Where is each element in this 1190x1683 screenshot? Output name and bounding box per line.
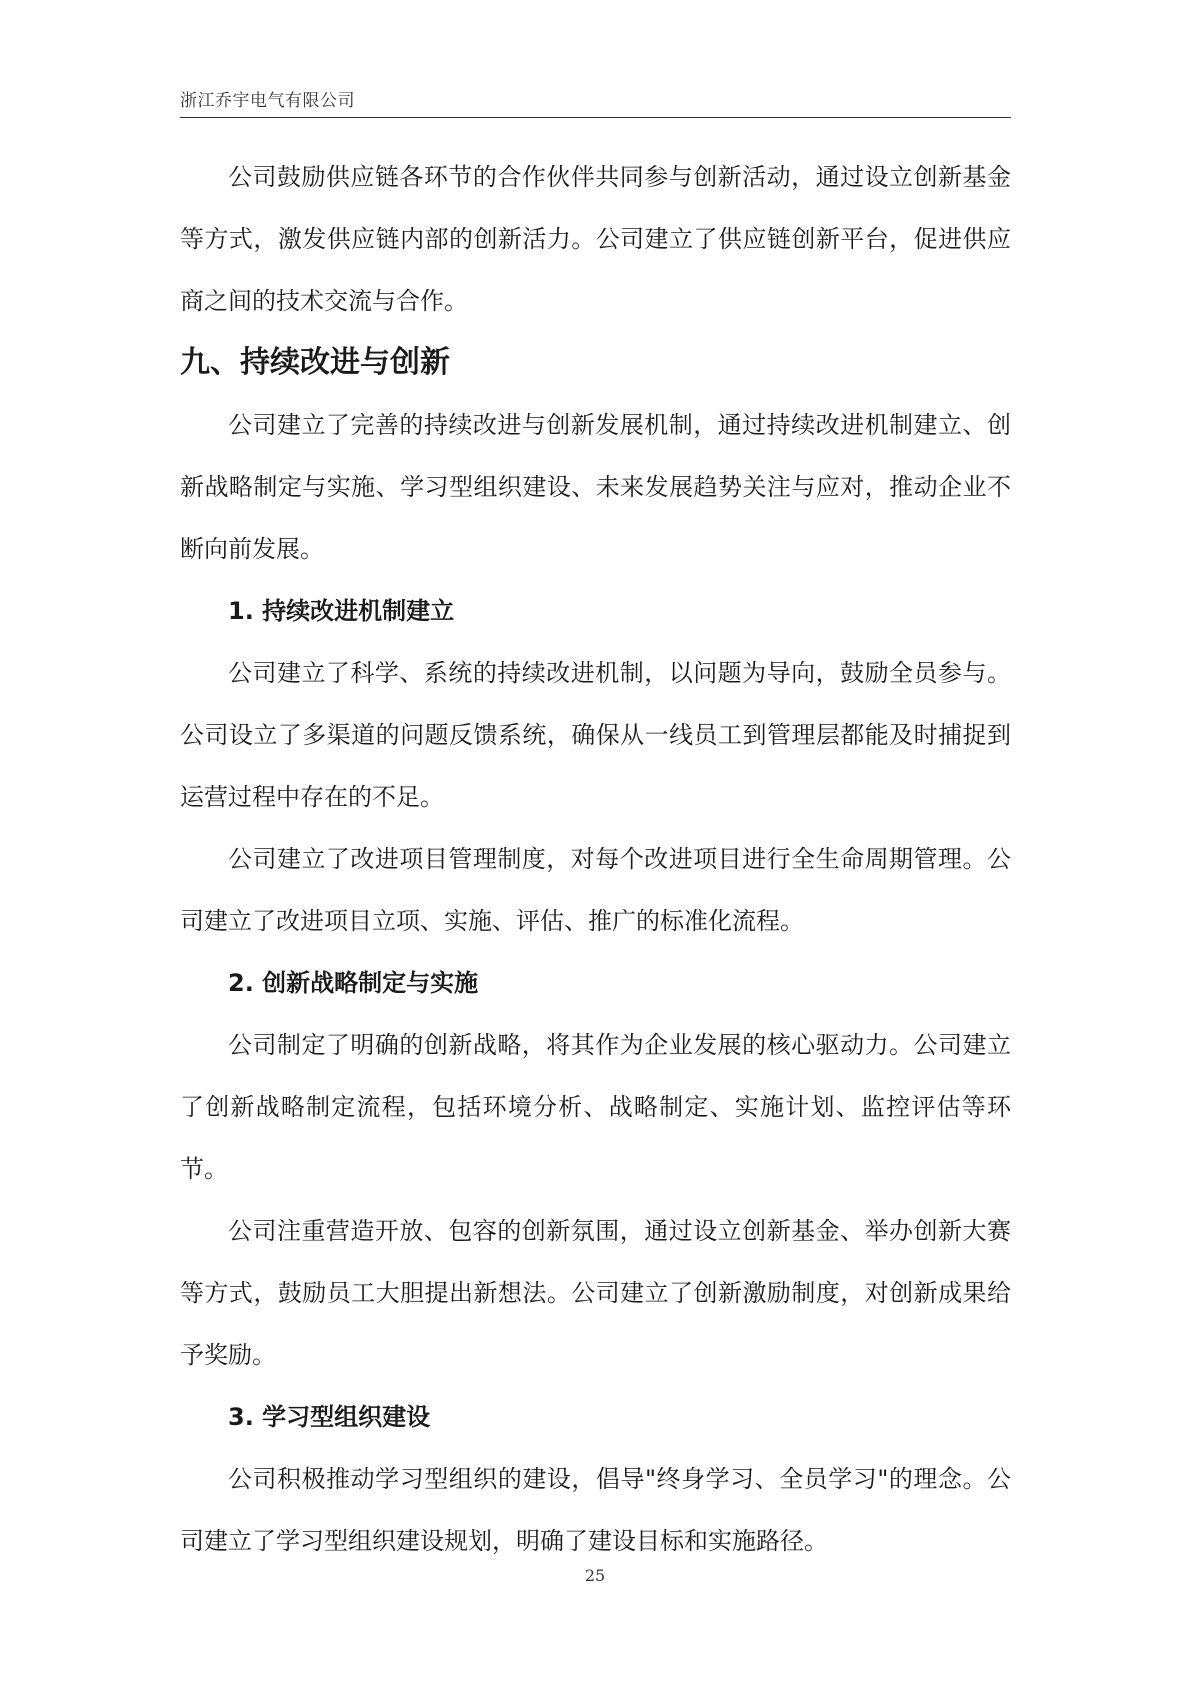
paragraph-innovation-culture: 公司注重营造开放、包容的创新氛围，通过设立创新基金、举办创新大赛等方式，鼓励员工大胆提出新想法。公司建立了创新激励制度，对创新成果给予奖励。: [180, 1217, 1011, 1369]
subsection-heading-2: 2. 创新战略制定与实施: [228, 969, 479, 997]
paragraph-section-intro: 公司建立了完善的持续改进与创新发展机制，通过持续改进机制建立、创新战略制定与实施、学习型组织建设、未来发展趋势关注与应对，推动企业不断向前发展。: [180, 411, 1011, 563]
paragraph-learning-organization: 公司积极推动学习型组织的建设，倡导"终身学习、全员学习"的理念。公司建立了学习型组织建设规划，明确了建设目标和实施路径。: [180, 1465, 1011, 1555]
section-heading-continuous-improvement: 九、持续改进与创新: [180, 345, 450, 380]
paragraph-project-management: 公司建立了改进项目管理制度，对每个改进项目进行全生命周期管理。公司建立了改进项目立项、实施、评估、推广的标准化流程。: [180, 845, 1011, 935]
header-divider: [180, 117, 1011, 118]
paragraph-improvement-mechanism: 公司建立了科学、系统的持续改进机制，以问题为导向，鼓励全员参与。公司设立了多渠道的问题反馈系统，确保从一线员工到管理层都能及时捕捉到运营过程中存在的不足。: [180, 659, 1011, 811]
paragraph-supply-chain-innovation: 公司鼓励供应链各环节的合作伙伴共同参与创新活动，通过设立创新基金等方式，激发供应链内部的创新活力。公司建立了供应链创新平台，促进供应商之间的技术交流与合作。: [180, 163, 1011, 315]
subsection-heading-1: 1. 持续改进机制建立: [228, 597, 455, 625]
page-header-company: 浙江乔宇电气有限公司: [180, 91, 355, 111]
subsection-heading-3: 3. 学习型组织建设: [228, 1403, 431, 1431]
document-body: [180, 146, 1011, 1572]
page-number: 25: [584, 1566, 606, 1585]
paragraph-innovation-strategy: 公司制定了明确的创新战略，将其作为企业发展的核心驱动力。公司建立了创新战略制定流程，包括环境分析、战略制定、实施计划、监控评估等环节。: [180, 1031, 1011, 1183]
